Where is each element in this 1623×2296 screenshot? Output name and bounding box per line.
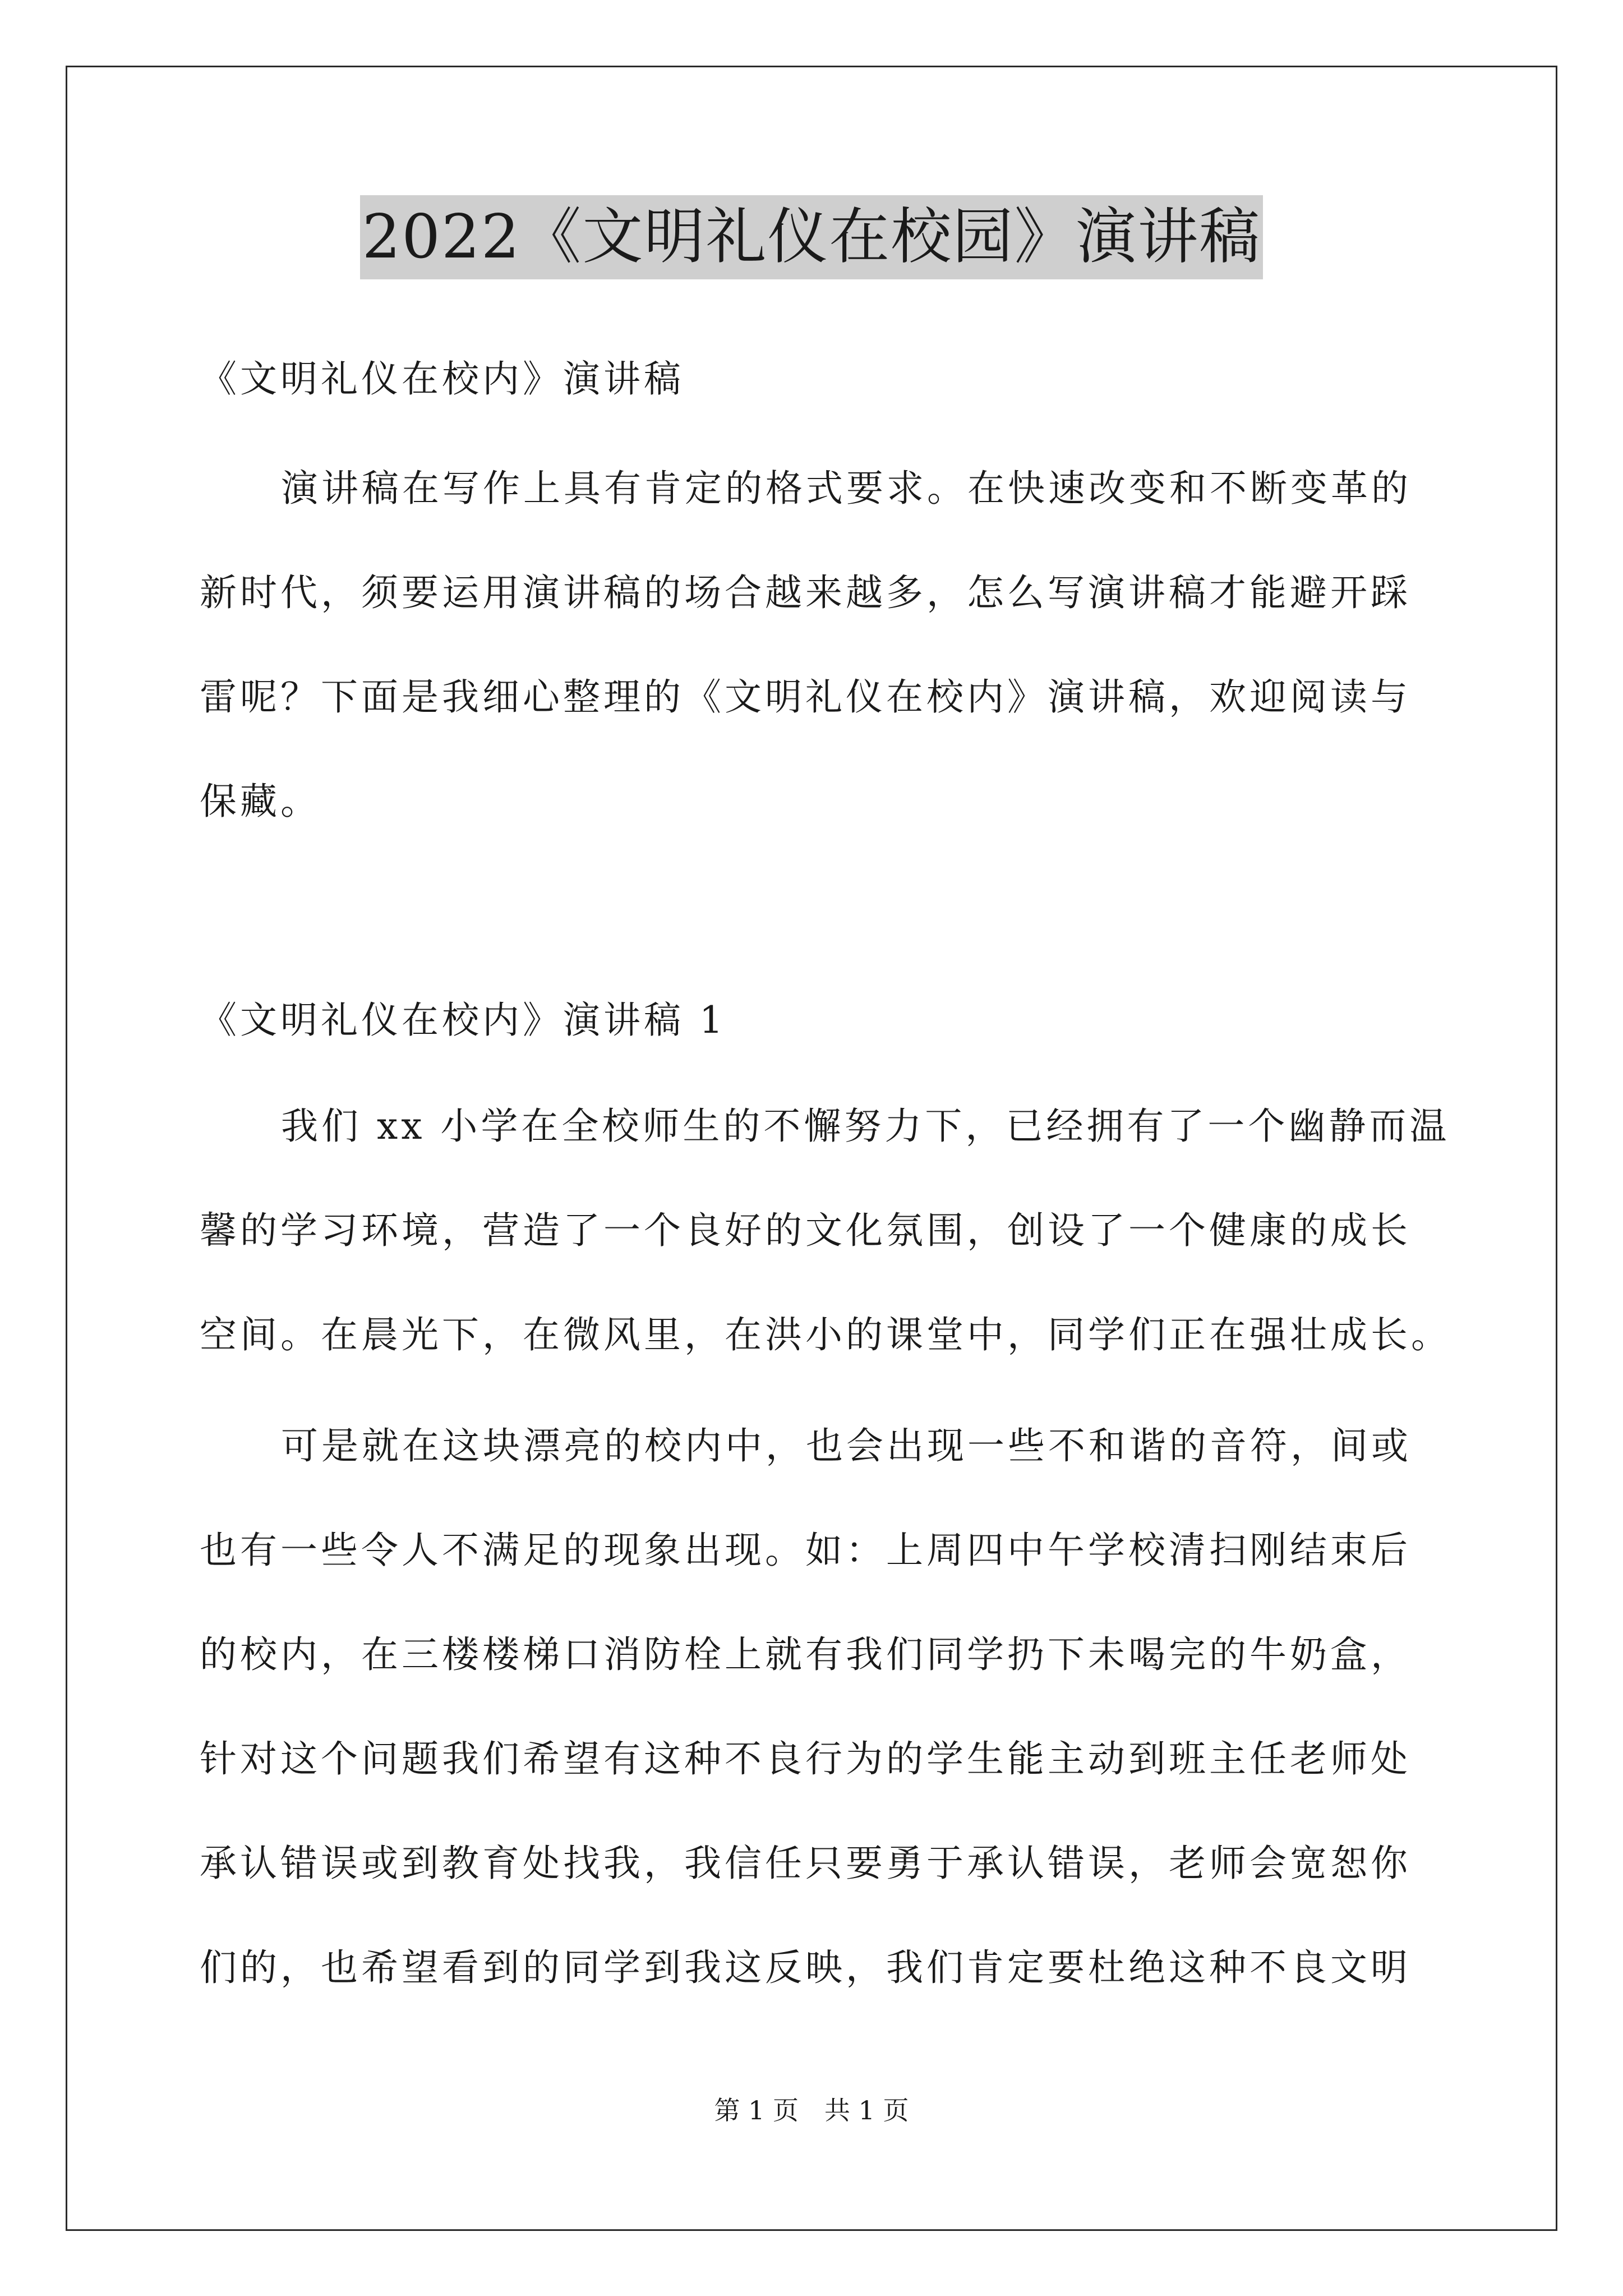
intro-heading: 《文明礼仪在校内》演讲稿 [200, 357, 684, 401]
title-wrap [0, 195, 1623, 279]
paragraph-line: 我们 xx 小学在全校师生的不懈努力下，已经拥有了一个幽静而温 [281, 1105, 1450, 1148]
paragraph-line: 馨的学习环境，营造了一个良好的文化氛围，创设了一个健康的成长 [200, 1209, 1411, 1252]
paragraph-line: 针对这个问题我们希望有这种不良行为的学生能主动到班主任老师处 [200, 1737, 1411, 1780]
page-footer [0, 2093, 1623, 2127]
paragraph-line: 雷呢？下面是我细心整理的《文明礼仪在校内》演讲稿，欢迎阅读与 [200, 675, 1411, 719]
paragraph-line: 可是就在这块漂亮的校内中，也会出现一些不和谐的音符，间或 [281, 1424, 1412, 1467]
section1-heading-block [200, 968, 1433, 1073]
document-title: 2022《文明礼仪在校园》演讲稿 [360, 195, 1264, 279]
paragraph-line: 的校内，在三楼楼梯口消防栓上就有我们同学扔下未喝完的牛奶盒， [200, 1633, 1411, 1676]
paragraph-line: 保藏。 [200, 780, 321, 823]
intro-heading-block [200, 327, 1433, 431]
paragraph-line: 演讲稿在写作上具有肯定的格式要求。在快速改变和不断变革的 [281, 467, 1412, 510]
section1-heading: 《文明礼仪在校内》演讲稿 1 [200, 999, 726, 1042]
paragraph-line: 也有一些令人不满足的现象出现。如：上周四中午学校清扫刚结束后 [200, 1529, 1411, 1572]
intro-paragraph [200, 436, 1433, 854]
paragraph-line: 空间。在晨光下，在微风里，在洪小的课堂中，同学们正在强壮成长。 [200, 1313, 1451, 1356]
section1-paragraph-2 [200, 1394, 1433, 2020]
section1-paragraph-1 [200, 1074, 1451, 1387]
paragraph-line: 新时代，须要运用演讲稿的场合越来越多，怎么写演讲稿才能避开踩 [200, 571, 1411, 614]
page-number-current: 第 1 页 [714, 2095, 799, 2125]
page-number-total: 共 1 页 [824, 2095, 909, 2125]
paragraph-line: 承认错误或到教育处找我，我信任只要勇于承认错误，老师会宽恕你 [200, 1842, 1411, 1885]
paragraph-line: 们的，也希望看到的同学到我这反映，我们肯定要杜绝这种不良文明 [200, 1946, 1411, 1989]
